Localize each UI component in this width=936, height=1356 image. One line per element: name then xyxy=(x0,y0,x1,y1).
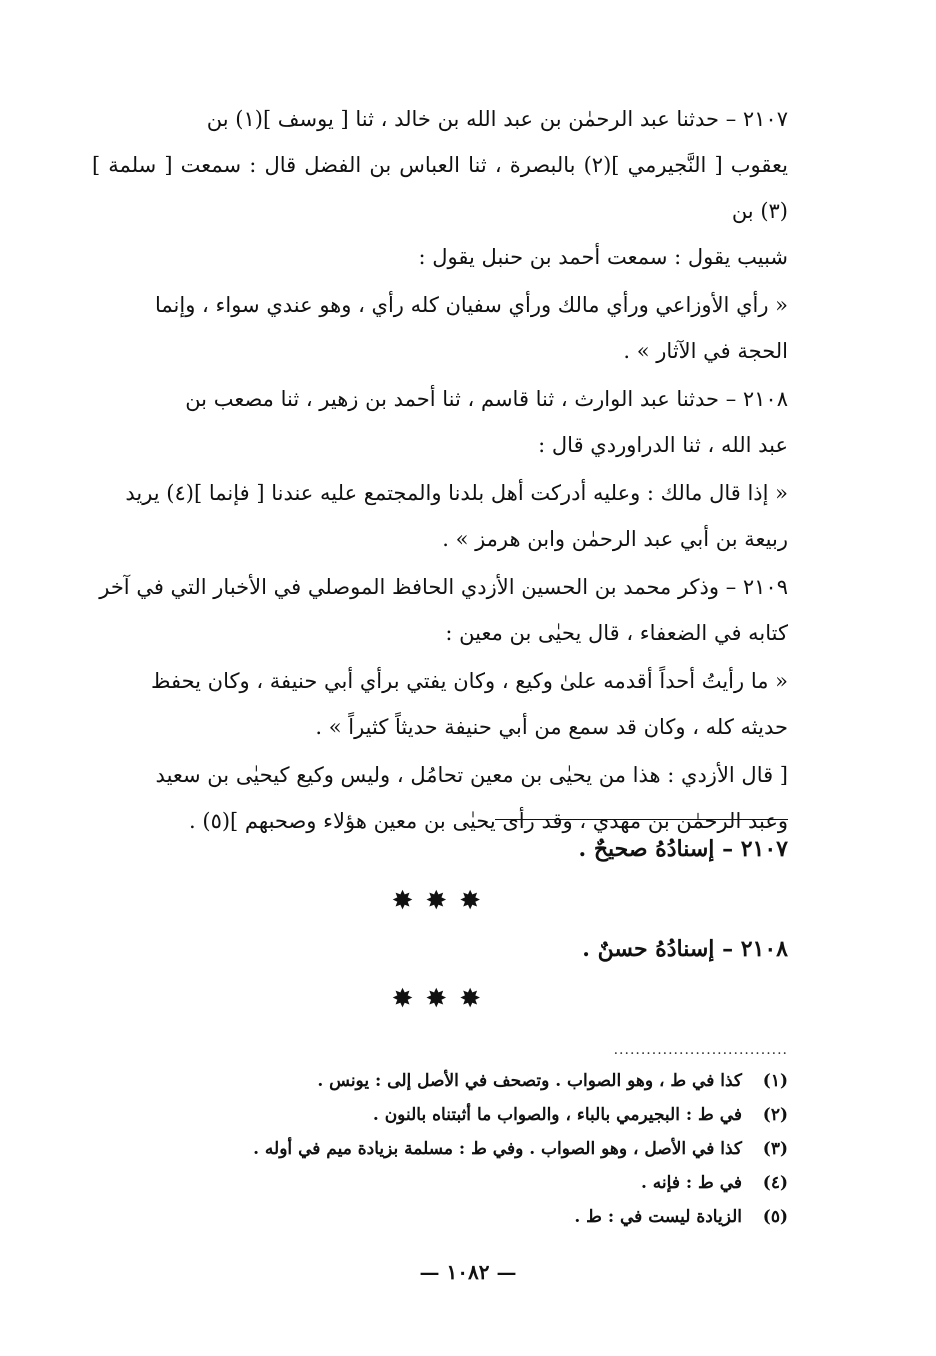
entry-2108 xyxy=(92,376,788,562)
entry-2108-quote-1: « إذا قال مالك : وعليه أدركت أهل بلدنا والمجتمع عليه عندنا [ فإنما ](٤) يريد xyxy=(125,481,788,505)
footnote-number: (١) xyxy=(762,1071,788,1091)
footnote-number: (٢) xyxy=(762,1105,788,1125)
footnote-number: (٤) xyxy=(762,1173,788,1193)
footnote-divider: ................................ xyxy=(613,1042,788,1058)
entry-2107-quote-1: « رأي الأوزاعي ورأي مالك ورأي سفيان كله رأي ، وهو عندي سواء ، وإنما xyxy=(155,293,788,317)
entry-2107-quote-2: الحجة في الآثار » . xyxy=(623,339,788,363)
grade-2108: ٢١٠٨ – إسنادُهُ حسنٌ . xyxy=(582,936,788,962)
footnote-4 xyxy=(92,1166,788,1200)
grade-2107: ٢١٠٧ – إسنادُهُ صحيحٌ . xyxy=(578,836,788,862)
footnote-3 xyxy=(92,1132,788,1166)
star-separator-2: ✸✸✸ xyxy=(391,984,493,1014)
footnote-text: في ط : فإنه . xyxy=(640,1173,742,1193)
entry-2109 xyxy=(92,564,788,844)
footnote-number: (٣) xyxy=(762,1139,788,1159)
footnote-2 xyxy=(92,1098,788,1132)
page-number: — ١٠٨٢ — xyxy=(419,1260,517,1284)
footnote-number: (٥) xyxy=(762,1207,788,1227)
entry-2109-note-1: [ قال الأزدي : هذا من يحيٰى بن معين تحامُل ، وليس وكيع كيحيٰى بن سعيد xyxy=(155,763,788,787)
page-body xyxy=(92,96,789,1227)
footnote-text: في ط : البجيرمي بالباء ، والصواب ما أثبتناه بالنون . xyxy=(372,1105,742,1125)
entry-2109-note-2: وعبد الرحمٰن بن مهدي ، وقد رأى يحيٰى بن معين هؤلاء وصحبهم ](٥) . xyxy=(189,809,788,833)
entry-2109-line-2: كتابه في الضعفاء ، قال يحيٰى بن معين : xyxy=(445,621,788,645)
entry-2109-quote-1: « ما رأيتُ أحداً أقدمه علىٰ وكيع ، وكان يفتي برأي أبي حنيفة ، وكان يحفظ xyxy=(151,669,788,693)
entry-2109-line-1: ٢١٠٩ – وذكر محمد بن الحسين الأزدي الحافظ الموصلي في الأخبار التي في آخر xyxy=(99,575,788,599)
entry-2107-line-2: يعقوب [ النَّجيرمي ](٢) بالبصرة ، ثنا العباس بن الفضل قال : سمعت [ سلمة ](٣) بن xyxy=(92,153,789,223)
footnote-text: كذا في ط ، وهو الصواب . وتصحف في الأصل إلى : يونس . xyxy=(317,1071,742,1091)
footnote-text: كذا في الأصل ، وهو الصواب . وفي ط : مسلمة بزيادة ميم في أوله . xyxy=(253,1139,742,1159)
footnote-5 xyxy=(92,1200,788,1234)
section-divider xyxy=(495,819,788,820)
entry-2108-line-2: عبد الله ، ثنا الدراوردي قال : xyxy=(538,433,788,457)
footnote-1 xyxy=(92,1064,788,1098)
entry-2107 xyxy=(92,96,788,374)
entry-2107-line-3: شبيب يقول : سمعت أحمد بن حنبل يقول : xyxy=(418,245,788,269)
entry-2109-quote-2: حديثه كله ، وكان قد سمع من أبي حنيفة حديثاً كثيراً » . xyxy=(315,715,788,739)
star-separator-1: ✸✸✸ xyxy=(391,886,493,916)
footnote-text: الزيادة ليست في : ط . xyxy=(574,1207,742,1227)
entry-2108-quote-2: ربيعة بن أبي عبد الرحمٰن وابن هرمز » . xyxy=(442,527,788,551)
footnotes xyxy=(92,1064,788,1234)
entry-2108-line-1: ٢١٠٨ – حدثنا عبد الوارث ، ثنا قاسم ، ثنا أحمد بن زهير ، ثنا مصعب بن xyxy=(185,387,788,411)
entry-2107-line-1: ٢١٠٧ – حدثنا عبد الرحمٰن بن عبد الله بن خالد ، ثنا [ يوسف ](١) بن xyxy=(206,107,788,131)
